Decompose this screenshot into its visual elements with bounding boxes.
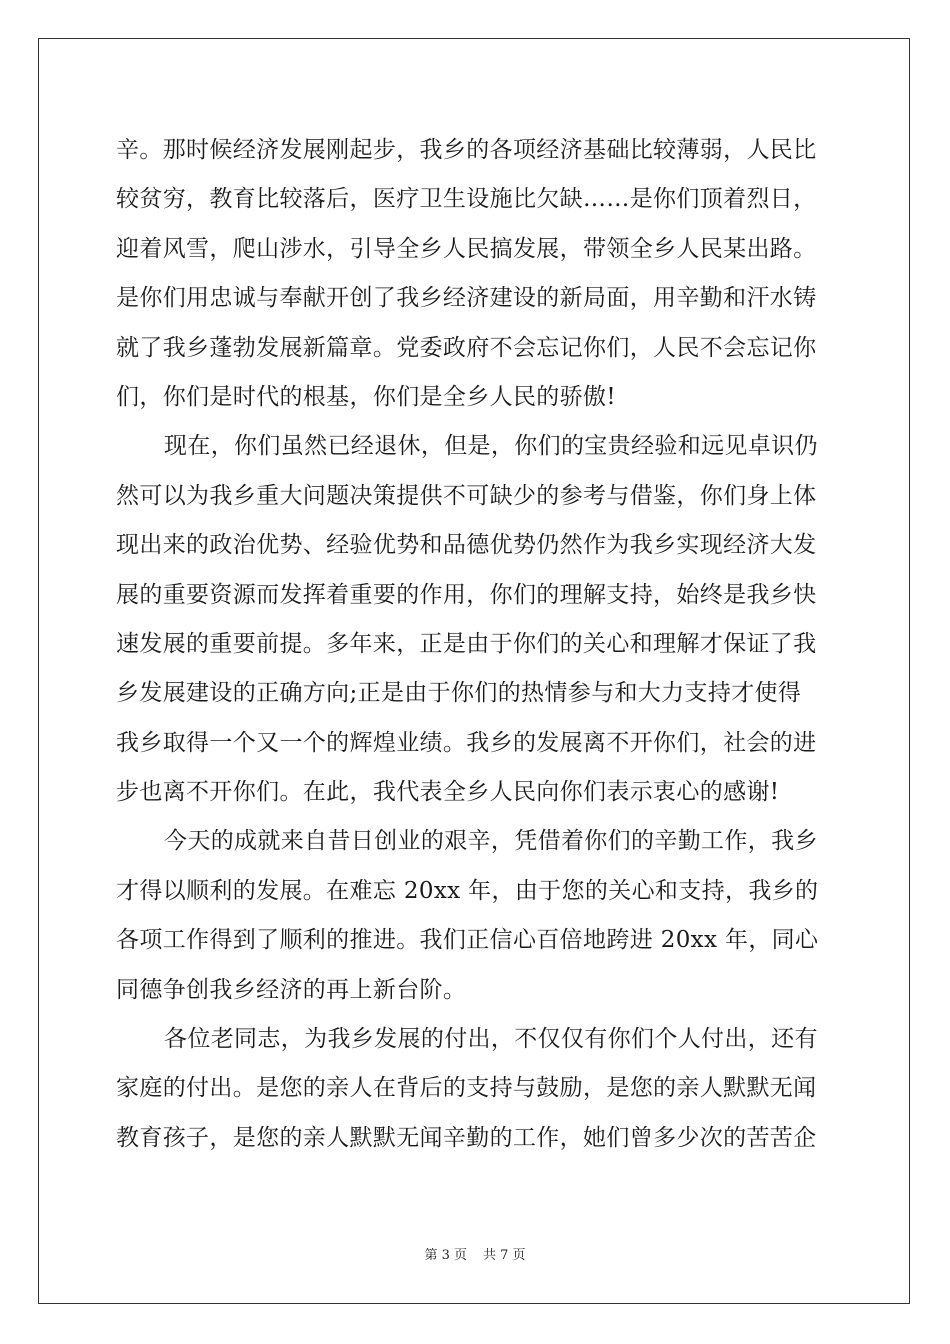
- text-line: 乡发展建设的正确方向;正是由于你们的热情参与和大力支持才使得: [116, 680, 802, 707]
- text-line: 才得以顺利的发展。在难忘 20xx 年，由于您的关心和支持，我乡的: [116, 877, 819, 904]
- text-line: 然可以为我乡重大问题决策提供不可缺少的参考与借鉴，你们身上体: [116, 482, 817, 509]
- text-line: 较贫穷，教育比较落后，医疗卫生设施比欠缺……是你们顶着烈日，: [116, 186, 817, 213]
- text-line: 速发展的重要前提。多年来，正是由于你们的关心和理解才保证了我: [116, 630, 817, 657]
- text-line: 迎着风雪，爬山涉水，引导全乡人民搞发展，带领全乡人民某出路。: [116, 235, 817, 262]
- text-line: 同德争创我乡经济的再上新台阶。: [116, 976, 467, 1003]
- page-footer: [0, 1244, 950, 1263]
- text-line: 是你们用忠诚与奉献开创了我乡经济建设的新局面，用辛勤和汗水铸: [116, 285, 817, 312]
- text-line: 家庭的付出。是您的亲人在背后的支持与鼓励，是您的亲人默默无闻: [116, 1075, 817, 1102]
- text-line: 步也离不开你们。在此，我代表全乡人民向你们表示衷心的感谢!: [116, 779, 780, 806]
- page-total: 共 7 页: [483, 1248, 526, 1263]
- text-line: 们，你们是时代的根基，你们是全乡人民的骄傲!: [116, 383, 616, 410]
- text-line: 现出来的政治优势、经验优势和品德优势仍然作为我乡实现经济大发: [116, 532, 817, 559]
- text-line: 现在，你们虽然已经退休，但是，你们的宝贵经验和远见卓识仍: [164, 433, 818, 460]
- text-line: 今天的成就来自昔日创业的艰辛，凭借着你们的辛勤工作，我乡: [164, 828, 818, 855]
- text-line: 各位老同志，为我乡发展的付出，不仅仅有你们个人付出，还有: [164, 1026, 818, 1053]
- paragraph: [116, 1015, 836, 1163]
- text-line: 各项工作得到了顺利的推进。我们正信心百倍地跨进 20xx 年，同心: [116, 927, 819, 954]
- document-body: [116, 126, 836, 1163]
- text-line: 辛。那时候经济发展刚起步，我乡的各项经济基础比较薄弱，人民比: [116, 137, 817, 163]
- page-number: 第 3 页: [424, 1248, 467, 1263]
- paragraph: [116, 126, 836, 422]
- text-line: 展的重要资源而发挥着重要的作用，你们的理解支持，始终是我乡快: [116, 581, 817, 608]
- text-line: 我乡取得一个又一个的辉煌业绩。我乡的发展离不开你们，社会的进: [116, 729, 817, 756]
- paragraph: [116, 817, 836, 1015]
- paragraph: [116, 422, 836, 817]
- text-line: 教育孩子，是您的亲人默默无闻辛勤的工作，她们曾多少次的苦苦企: [116, 1124, 817, 1151]
- text-line: 就了我乡蓬勃发展新篇章。党委政府不会忘记你们，人民不会忘记你: [116, 334, 817, 361]
